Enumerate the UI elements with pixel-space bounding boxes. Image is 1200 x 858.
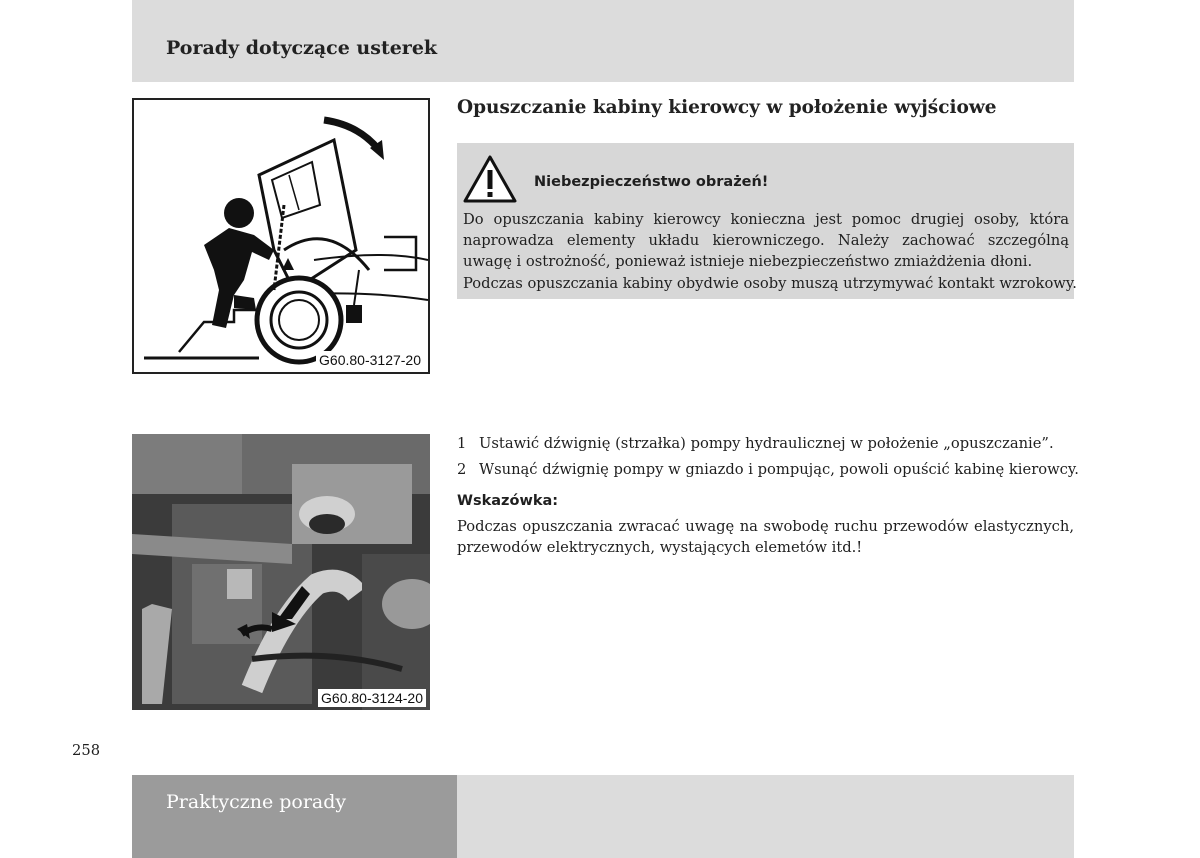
footer-band: [132, 775, 1074, 858]
footer-tab: [132, 775, 457, 858]
figure-label: G60.80-3127-20: [316, 351, 424, 369]
figure-label: G60.80-3124-20: [318, 689, 426, 707]
warning-triangle-icon: [462, 154, 518, 204]
step-text: Ustawić dźwignię (strzałka) pompy hydraulicznej w położenie „opuszczanie”.: [479, 435, 1054, 452]
footer-title: Praktyczne porady: [166, 791, 347, 813]
list-item: [457, 431, 1074, 457]
header-title: Porady dotyczące usterek: [166, 37, 438, 59]
page-number: 258: [72, 742, 101, 759]
figure-pump-photo: [132, 434, 430, 710]
list-item: [457, 457, 1079, 483]
pump-photo-drawing: [132, 434, 430, 710]
note-heading: Wskazówka:: [457, 493, 559, 509]
section-heading: Opuszczanie kabiny kierowcy w położenie wyjściowe: [457, 97, 997, 118]
figure-cab-lowering-illustration: [132, 98, 430, 374]
warning-title: Niebezpieczeństwo obrażeń!: [534, 174, 769, 190]
step-text: Wsunąć dźwignię pompy w gniazdo i pompując, powoli opuścić kabinę kierowcy.: [479, 461, 1079, 478]
warning-text: Do opuszczania kabiny kierowcy konieczna jest pomoc drugiej osoby, która naprowadza elementy układu kierowniczego. Należy zachować szczególną uwagę i ostrożność, ponieważ istnieje niebezpieczeństwo zmiażdżenia dłoni.: [463, 211, 1069, 270]
step-number: 1: [457, 435, 467, 452]
step-number: 2: [457, 461, 467, 478]
cab-tilt-drawing: [134, 100, 428, 372]
warning-box: [457, 143, 1077, 299]
note-text: Podczas opuszczania zwracać uwagę na swobodę ruchu przewodów elastycznych, przewodów elektrycznych, wystających elemetów itd.!: [457, 518, 1074, 556]
header-band: [132, 0, 1074, 82]
steps-list: [457, 431, 1079, 483]
warning-text-contact: Podczas opuszczania kabiny obydwie osoby muszą utrzymywać kontakt wzrokowy.: [463, 275, 1077, 292]
